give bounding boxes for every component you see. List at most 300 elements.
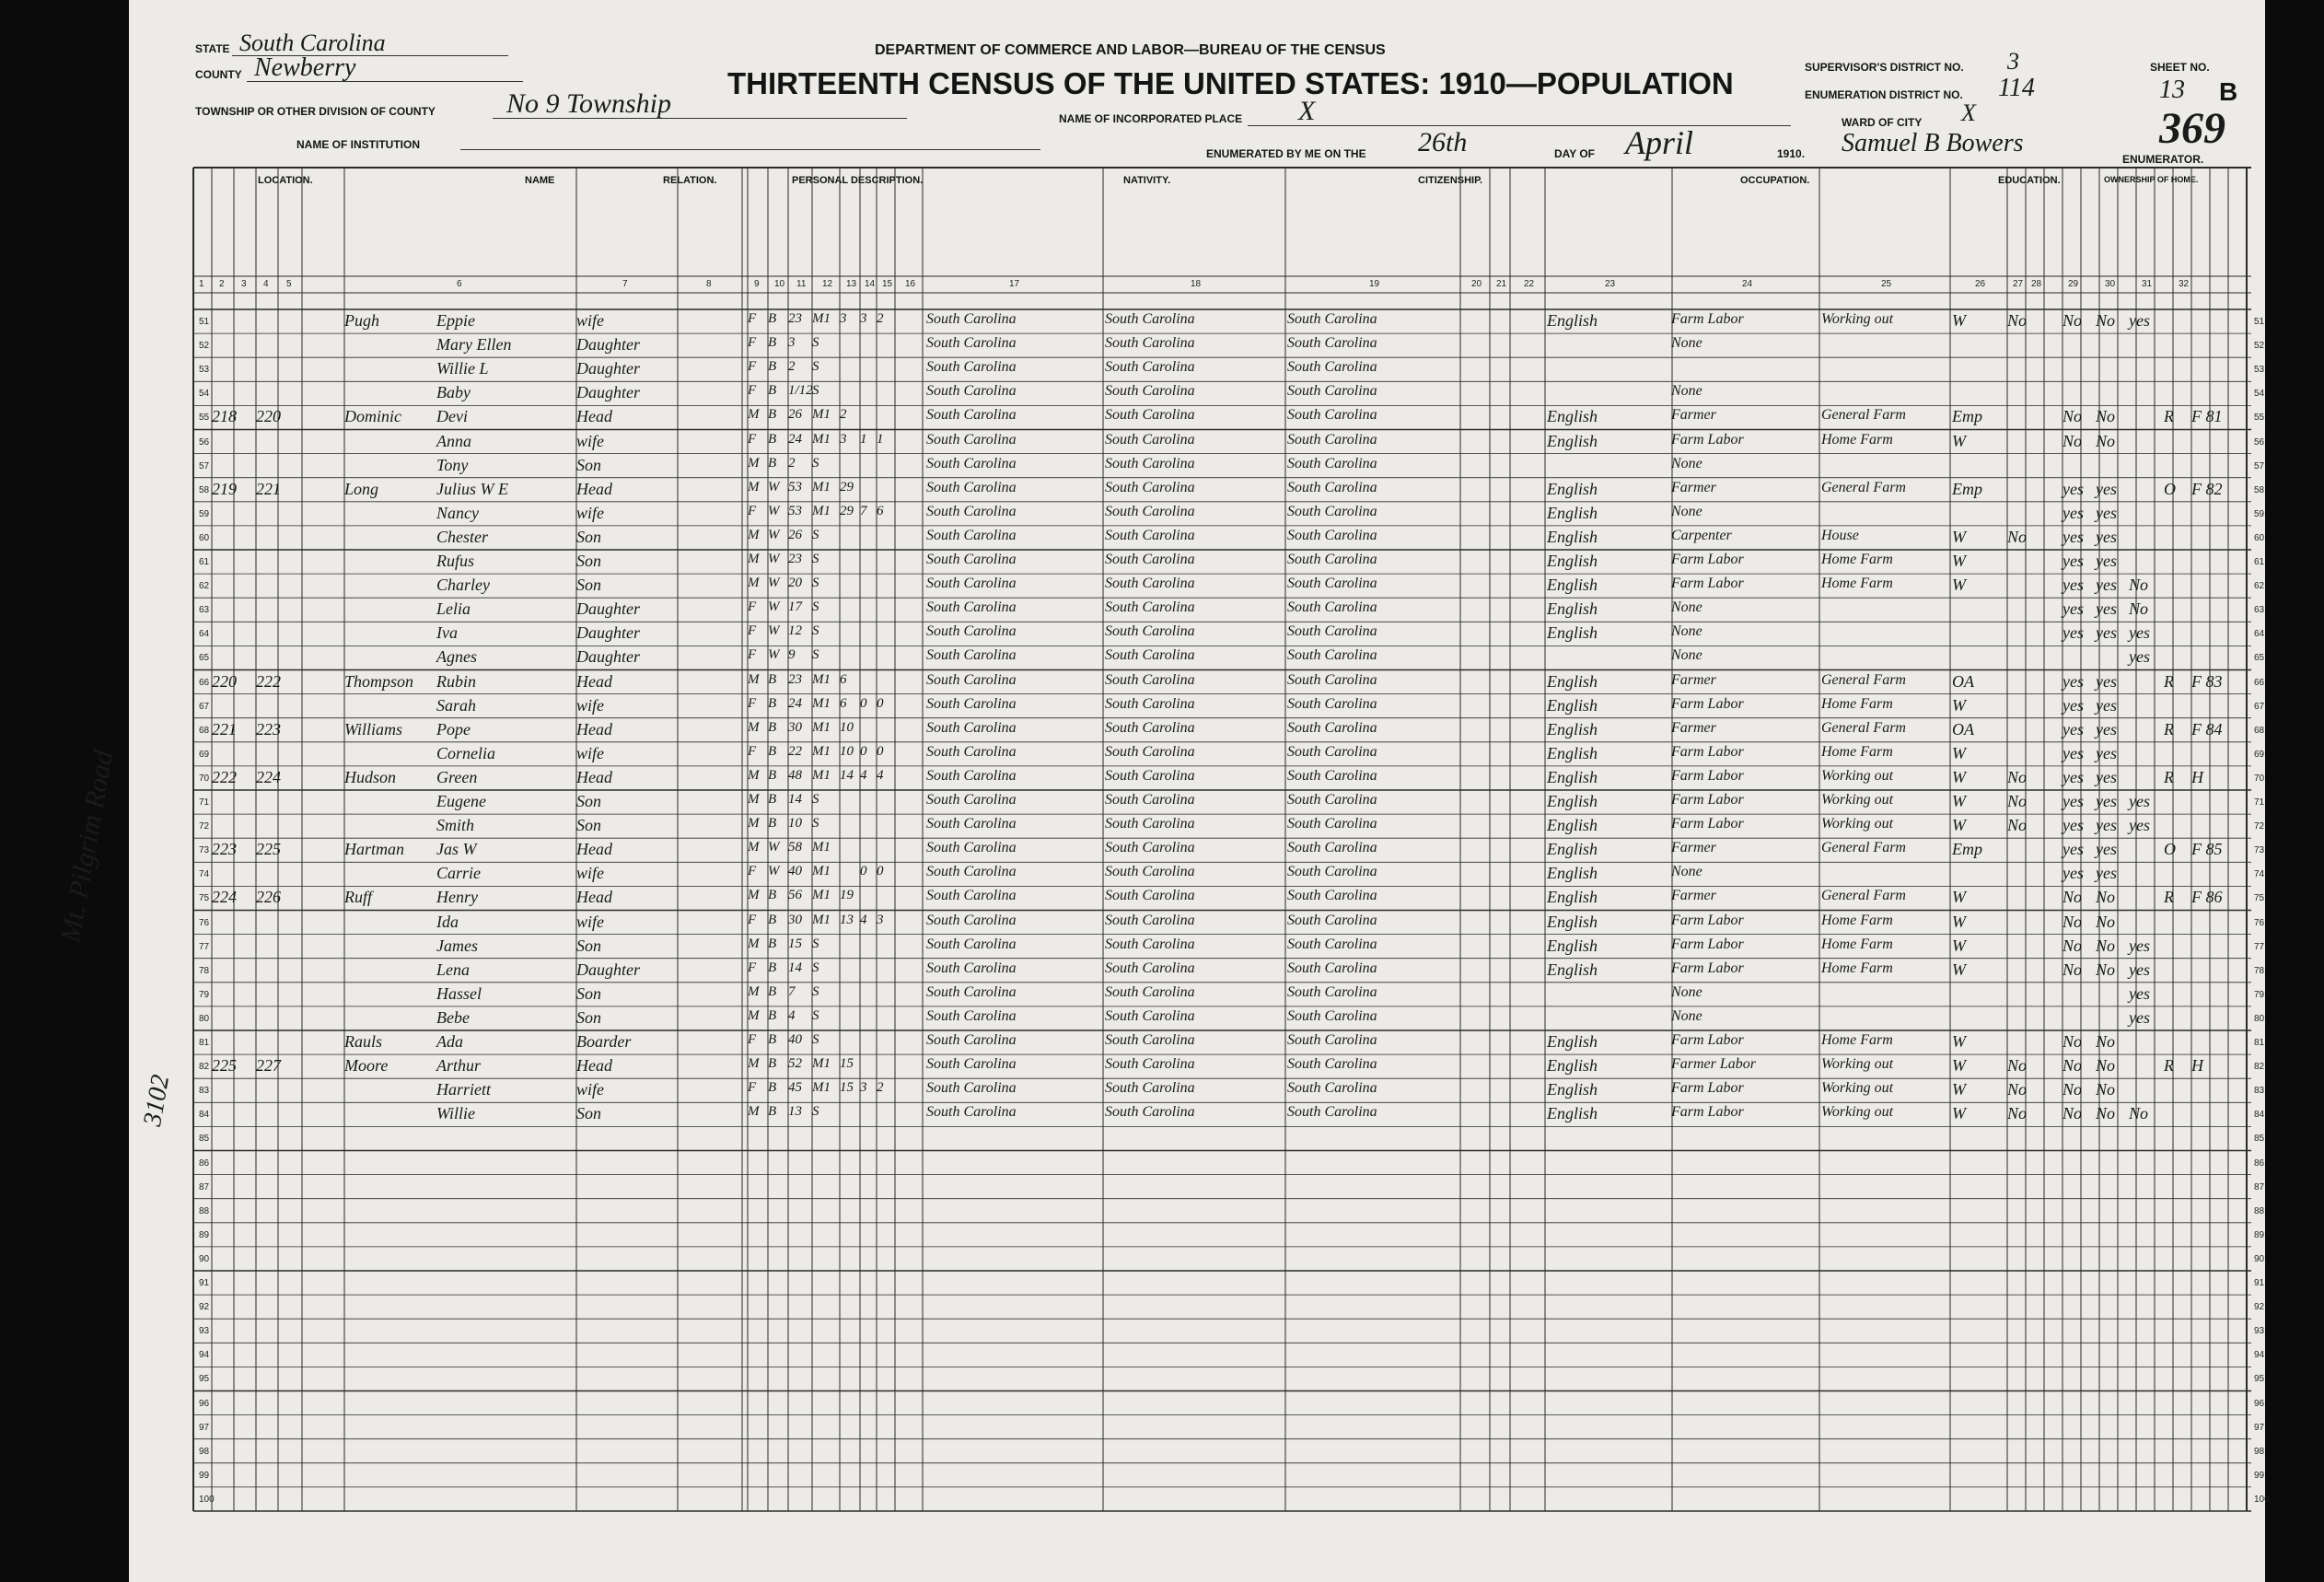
cell-birthplace: South Carolina bbox=[926, 671, 1017, 688]
cell-read: yes bbox=[2063, 503, 2084, 522]
cell-write: yes bbox=[2096, 864, 2117, 883]
cell-farm: F 86 bbox=[2191, 888, 2223, 907]
cell-mother-bp: South Carolina bbox=[1287, 599, 1377, 616]
supervisor-value: 3 bbox=[2007, 48, 2019, 75]
cell-industry: Home Farm bbox=[1821, 1032, 1893, 1048]
cell-children-born: 4 bbox=[860, 767, 867, 783]
cell-mother-bp: South Carolina bbox=[1287, 431, 1377, 448]
line-number: 83 bbox=[199, 1086, 210, 1097]
cell-marital: M1 bbox=[812, 671, 831, 687]
group-education: EDUCATION. bbox=[1998, 175, 2061, 186]
cell-birthplace: South Carolina bbox=[926, 503, 1017, 519]
column-number: 3 bbox=[241, 279, 247, 289]
line-number-right: 87 bbox=[2254, 1181, 2265, 1192]
cell-birthplace: South Carolina bbox=[926, 335, 1017, 352]
cell-employer: W bbox=[1952, 1032, 1966, 1051]
cell-sex: F bbox=[748, 431, 757, 447]
cell-race: B bbox=[768, 888, 777, 903]
cell-given: Iva bbox=[436, 623, 458, 643]
enum-day: 26th bbox=[1418, 127, 1468, 157]
cell-mother-bp: South Carolina bbox=[1287, 311, 1377, 327]
cell-sex: F bbox=[748, 647, 757, 663]
line-number-right: 54 bbox=[2254, 389, 2265, 400]
cell-write: No bbox=[2096, 888, 2116, 907]
cell-race: B bbox=[768, 1104, 777, 1120]
cell-relation: Head bbox=[576, 840, 612, 859]
line-number: 73 bbox=[199, 845, 210, 856]
cell-mother-bp: South Carolina bbox=[1287, 840, 1377, 856]
cell-relation: Head bbox=[576, 719, 612, 739]
cell-trade: Farmer bbox=[1671, 671, 1716, 688]
cell-industry: Home Farm bbox=[1821, 960, 1893, 976]
line-number-right: 76 bbox=[2254, 917, 2265, 928]
cell-read: yes bbox=[2063, 695, 2084, 715]
cell-school: yes bbox=[2129, 647, 2150, 667]
cell-sex: F bbox=[748, 1032, 757, 1047]
cell-race: W bbox=[768, 864, 780, 879]
cell-birthplace: South Carolina bbox=[926, 719, 1017, 736]
cell-read: yes bbox=[2063, 840, 2084, 859]
cell-birthplace: South Carolina bbox=[926, 864, 1017, 880]
cell-marital: M1 bbox=[812, 912, 831, 927]
cell-mother-bp: South Carolina bbox=[1287, 576, 1377, 592]
cell-relation: Son bbox=[576, 1104, 601, 1123]
line-number: 68 bbox=[199, 725, 210, 736]
line-number-right: 77 bbox=[2254, 941, 2265, 952]
cell-industry: Home Farm bbox=[1821, 695, 1893, 712]
cell-given: Tony bbox=[436, 455, 469, 474]
cell-language: English bbox=[1547, 792, 1598, 810]
cell-sex: M bbox=[748, 479, 760, 494]
line-number-right: 86 bbox=[2254, 1157, 2265, 1169]
cell-unemployed: No bbox=[2007, 1080, 2028, 1099]
cell-language: English bbox=[1547, 623, 1598, 643]
cell-birthplace: South Carolina bbox=[926, 407, 1017, 424]
cell-marital: M1 bbox=[812, 743, 831, 759]
cell-sex: M bbox=[748, 816, 760, 832]
cell-read: yes bbox=[2063, 623, 2084, 643]
cell-industry: Home Farm bbox=[1821, 936, 1893, 952]
cell-sex: F bbox=[748, 912, 757, 927]
cell-read: yes bbox=[2063, 576, 2084, 595]
cell-mother-bp: South Carolina bbox=[1287, 1032, 1377, 1048]
cell-age: 23 bbox=[788, 552, 802, 566]
cell-farm: H bbox=[2191, 1056, 2203, 1076]
cell-trade: Farm Labor bbox=[1671, 960, 1744, 976]
column-number: 19 bbox=[1369, 279, 1380, 289]
cell-race: W bbox=[768, 552, 780, 566]
cell-father-bp: South Carolina bbox=[1105, 840, 1195, 856]
cell-age: 24 bbox=[788, 431, 802, 447]
cell-given: Agnes bbox=[436, 647, 477, 667]
census-title: THIRTEENTH CENSUS OF THE UNITED STATES: 1910—POPULATION bbox=[727, 66, 1734, 100]
cell-birthplace: South Carolina bbox=[926, 1056, 1017, 1073]
cell-race: B bbox=[768, 455, 777, 471]
cell-birthplace: South Carolina bbox=[926, 767, 1017, 784]
line-number: 81 bbox=[199, 1038, 210, 1048]
cell-birthplace: South Carolina bbox=[926, 552, 1017, 567]
line-number-right: 80 bbox=[2254, 1013, 2265, 1024]
cell-relation: Son bbox=[576, 816, 601, 835]
cell-years-married: 6 bbox=[840, 671, 847, 687]
line-number-right: 81 bbox=[2254, 1038, 2265, 1048]
cell-read: No bbox=[2063, 960, 2083, 979]
cell-relation: Daughter bbox=[576, 359, 640, 378]
line-number: 66 bbox=[199, 677, 210, 688]
cell-mother-bp: South Carolina bbox=[1287, 1007, 1377, 1024]
cell-write: yes bbox=[2096, 527, 2117, 546]
cell-age: 14 bbox=[788, 792, 802, 807]
cell-father-bp: South Carolina bbox=[1105, 912, 1195, 928]
cell-language: English bbox=[1547, 599, 1598, 619]
cell-given: Harriett bbox=[436, 1080, 492, 1099]
cell-language: English bbox=[1547, 1080, 1598, 1099]
state-value: South Carolina bbox=[239, 29, 386, 56]
cell-language: English bbox=[1547, 1104, 1598, 1123]
cell-race: B bbox=[768, 695, 777, 711]
cell-race: B bbox=[768, 1080, 777, 1096]
cell-unemployed: No bbox=[2007, 767, 2028, 786]
cell-sex: M bbox=[748, 576, 760, 591]
cell-father-bp: South Carolina bbox=[1105, 455, 1195, 471]
cell-children-living: 2 bbox=[877, 311, 884, 326]
cell-marital: S bbox=[812, 599, 819, 615]
cell-children-living: 3 bbox=[877, 912, 884, 927]
line-number-right: 59 bbox=[2254, 508, 2265, 519]
cell-industry: General Farm bbox=[1821, 840, 1906, 856]
cell-sex: F bbox=[748, 359, 757, 375]
line-number-right: 67 bbox=[2254, 701, 2265, 712]
cell-read: No bbox=[2063, 431, 2083, 450]
cell-marital: S bbox=[812, 647, 819, 663]
line-number: 55 bbox=[199, 413, 210, 424]
cell-given: Lelia bbox=[436, 599, 471, 619]
group-nativity: NATIVITY. bbox=[1123, 175, 1171, 186]
cell-surname: Thompson bbox=[344, 671, 414, 691]
cell-father-bp: South Carolina bbox=[1105, 552, 1195, 567]
cell-marital: M1 bbox=[812, 767, 831, 783]
line-number: 59 bbox=[199, 508, 210, 519]
sheet-value: 13 bbox=[2159, 76, 2185, 104]
cell-relation: wife bbox=[576, 503, 604, 522]
cell-read: No bbox=[2063, 1032, 2083, 1051]
cell-marital: S bbox=[812, 552, 819, 566]
cell-father-bp: South Carolina bbox=[1105, 767, 1195, 784]
cell-owned: O bbox=[2164, 840, 2176, 859]
cell-language: English bbox=[1547, 671, 1598, 691]
cell-sex: M bbox=[748, 455, 760, 471]
cell-marital: M1 bbox=[812, 1080, 831, 1096]
line-number-right: 61 bbox=[2254, 557, 2265, 567]
cell-mother-bp: South Carolina bbox=[1287, 407, 1377, 424]
column-number: 14 bbox=[865, 279, 876, 289]
cell-trade: Farm Labor bbox=[1671, 767, 1744, 784]
cell-read: yes bbox=[2063, 767, 2084, 786]
cell-trade: None bbox=[1671, 864, 1702, 880]
cell-employer: W bbox=[1952, 936, 1966, 955]
cell-given: Eppie bbox=[436, 311, 475, 330]
cell-father-bp: South Carolina bbox=[1105, 335, 1195, 352]
cell-marital: M1 bbox=[812, 864, 831, 879]
line-number: 54 bbox=[199, 389, 210, 400]
enumeration-value: 114 bbox=[1998, 74, 2035, 102]
cell-mother-bp: South Carolina bbox=[1287, 552, 1377, 567]
line-number: 57 bbox=[199, 460, 210, 471]
group-relation: RELATION. bbox=[663, 175, 717, 186]
line-number: 94 bbox=[199, 1350, 210, 1361]
cell-employer: OA bbox=[1952, 671, 1974, 691]
line-number: 100 bbox=[199, 1494, 215, 1505]
cell-relation: Daughter bbox=[576, 383, 640, 402]
line-number: 80 bbox=[199, 1013, 210, 1024]
line-number-right: 66 bbox=[2254, 677, 2265, 688]
cell-marital: S bbox=[812, 983, 819, 999]
cell-relation: Daughter bbox=[576, 623, 640, 643]
stamped-number: 369 bbox=[2159, 104, 2225, 153]
cell-read: yes bbox=[2063, 527, 2084, 546]
cell-given: Baby bbox=[436, 383, 471, 402]
cell-mother-bp: South Carolina bbox=[1287, 383, 1377, 400]
cell-language: English bbox=[1547, 936, 1598, 955]
cell-read: yes bbox=[2063, 816, 2084, 835]
cell-given: Anna bbox=[436, 431, 471, 450]
cell-father-bp: South Carolina bbox=[1105, 407, 1195, 424]
cell-children-living: 1 bbox=[877, 431, 884, 447]
cell-race: B bbox=[768, 912, 777, 927]
cell-read: No bbox=[2063, 1080, 2083, 1099]
column-number: 4 bbox=[263, 279, 269, 289]
cell-employer: Emp bbox=[1952, 840, 1982, 859]
cell-children-born: 3 bbox=[860, 311, 867, 326]
cell-relation: wife bbox=[576, 743, 604, 762]
cell-industry: Working out bbox=[1821, 311, 1894, 327]
column-number: 1 bbox=[199, 279, 204, 289]
line-number-right: 64 bbox=[2254, 629, 2265, 640]
cell-age: 14 bbox=[788, 960, 802, 975]
cell-sex: M bbox=[748, 671, 760, 687]
enumerator-label: ENUMERATOR. bbox=[2122, 153, 2204, 166]
cell-race: B bbox=[768, 335, 777, 351]
cell-mother-bp: South Carolina bbox=[1287, 864, 1377, 880]
line-number: 70 bbox=[199, 773, 210, 784]
cell-race: W bbox=[768, 503, 780, 518]
cell-dwelling: 219 bbox=[212, 479, 237, 498]
cell-read: yes bbox=[2063, 479, 2084, 498]
line-number-right: 94 bbox=[2254, 1350, 2265, 1361]
cell-race: B bbox=[768, 960, 777, 975]
cell-age: 52 bbox=[788, 1056, 802, 1072]
cell-unemployed: No bbox=[2007, 792, 2028, 810]
cell-sex: F bbox=[748, 383, 757, 399]
cell-birthplace: South Carolina bbox=[926, 816, 1017, 832]
cell-industry: Home Farm bbox=[1821, 743, 1893, 760]
place-label: NAME OF INCORPORATED PLACE bbox=[1059, 112, 1243, 125]
column-number: 17 bbox=[1009, 279, 1020, 289]
group-personal: PERSONAL DESCRIPTION. bbox=[792, 175, 924, 186]
cell-relation: wife bbox=[576, 1080, 604, 1099]
cell-language: English bbox=[1547, 960, 1598, 979]
cell-family: 221 bbox=[256, 479, 281, 498]
cell-write: yes bbox=[2096, 792, 2117, 810]
punch-hole bbox=[2274, 1142, 2295, 1166]
cell-age: 15 bbox=[788, 936, 802, 951]
cell-given: Arthur bbox=[436, 1056, 482, 1076]
cell-write: yes bbox=[2096, 623, 2117, 643]
line-number-right: 82 bbox=[2254, 1062, 2265, 1073]
cell-mother-bp: South Carolina bbox=[1287, 479, 1377, 495]
cell-sex: F bbox=[748, 864, 757, 879]
line-number-right: 92 bbox=[2254, 1302, 2265, 1313]
cell-farm: F 81 bbox=[2191, 407, 2223, 426]
cell-language: English bbox=[1547, 816, 1598, 835]
cell-marital: M1 bbox=[812, 431, 831, 447]
cell-mother-bp: South Carolina bbox=[1287, 1080, 1377, 1097]
cell-children-living: 6 bbox=[877, 503, 884, 518]
cell-language: English bbox=[1547, 912, 1598, 931]
cell-write: No bbox=[2096, 1104, 2116, 1123]
cell-relation: Daughter bbox=[576, 960, 640, 979]
cell-trade: None bbox=[1671, 455, 1702, 471]
cell-school: yes bbox=[2129, 816, 2150, 835]
cell-mother-bp: South Carolina bbox=[1287, 983, 1377, 1000]
cell-relation: Son bbox=[576, 983, 601, 1003]
line-number-right: 63 bbox=[2254, 605, 2265, 616]
cell-father-bp: South Carolina bbox=[1105, 864, 1195, 880]
cell-school: No bbox=[2129, 576, 2149, 595]
cell-write: yes bbox=[2096, 599, 2117, 619]
cell-relation: Son bbox=[576, 552, 601, 570]
cell-given: Chester bbox=[436, 527, 488, 546]
cell-father-bp: South Carolina bbox=[1105, 311, 1195, 327]
cell-marital: S bbox=[812, 816, 819, 832]
cell-industry: Home Farm bbox=[1821, 576, 1893, 592]
cell-given: Pope bbox=[436, 719, 471, 739]
cell-marital: S bbox=[812, 936, 819, 951]
cell-sex: M bbox=[748, 767, 760, 783]
group-location: LOCATION. bbox=[258, 175, 313, 186]
cell-race: W bbox=[768, 576, 780, 591]
cell-relation: Head bbox=[576, 671, 612, 691]
cell-relation: Head bbox=[576, 767, 612, 786]
cell-father-bp: South Carolina bbox=[1105, 695, 1195, 712]
cell-employer: W bbox=[1952, 1056, 1966, 1076]
cell-mother-bp: South Carolina bbox=[1287, 816, 1377, 832]
cell-surname: Rauls bbox=[344, 1032, 383, 1051]
cell-unemployed: No bbox=[2007, 527, 2028, 546]
column-number: 23 bbox=[1605, 279, 1616, 289]
cell-employer: W bbox=[1952, 1104, 1966, 1123]
cell-industry: General Farm bbox=[1821, 719, 1906, 736]
cell-marital: S bbox=[812, 527, 819, 542]
cell-birthplace: South Carolina bbox=[926, 1007, 1017, 1024]
cell-unemployed: No bbox=[2007, 1104, 2028, 1123]
cell-read: No bbox=[2063, 1056, 2083, 1076]
cell-industry: General Farm bbox=[1821, 888, 1906, 904]
cell-years-married: 10 bbox=[840, 743, 854, 759]
enum-month: April bbox=[1625, 124, 1694, 161]
cell-language: English bbox=[1547, 552, 1598, 570]
cell-sex: F bbox=[748, 695, 757, 711]
cell-age: 40 bbox=[788, 1032, 802, 1047]
cell-employer: W bbox=[1952, 527, 1966, 546]
column-number: 7 bbox=[622, 279, 628, 289]
cell-given: Nancy bbox=[436, 503, 479, 522]
cell-school: yes bbox=[2129, 1007, 2150, 1027]
column-number: 30 bbox=[2105, 279, 2116, 289]
punch-hole bbox=[2274, 810, 2300, 842]
cell-employer: W bbox=[1952, 792, 1966, 810]
cell-trade: Farmer Labor bbox=[1671, 1056, 1757, 1073]
line-number-right: 74 bbox=[2254, 869, 2265, 880]
cell-birthplace: South Carolina bbox=[926, 743, 1017, 760]
cell-sex: F bbox=[748, 311, 757, 326]
line-number: 82 bbox=[199, 1062, 210, 1073]
cell-mother-bp: South Carolina bbox=[1287, 960, 1377, 976]
cell-father-bp: South Carolina bbox=[1105, 527, 1195, 543]
cell-mother-bp: South Carolina bbox=[1287, 936, 1377, 952]
cell-mother-bp: South Carolina bbox=[1287, 912, 1377, 928]
cell-race: B bbox=[768, 719, 777, 735]
sheet-letter: B bbox=[2219, 77, 2238, 106]
cell-industry: House bbox=[1821, 527, 1859, 543]
cell-owned: R bbox=[2164, 719, 2174, 739]
cell-read: No bbox=[2063, 311, 2083, 330]
cell-mother-bp: South Carolina bbox=[1287, 695, 1377, 712]
cell-race: B bbox=[768, 359, 777, 375]
cell-farm: F 84 bbox=[2191, 719, 2223, 739]
cell-sex: F bbox=[748, 623, 757, 639]
cell-sex: M bbox=[748, 792, 760, 807]
line-number-right: 90 bbox=[2254, 1253, 2265, 1264]
department-line: DEPARTMENT OF COMMERCE AND LABOR—BUREAU OF THE CENSUS bbox=[875, 42, 1386, 58]
cell-birthplace: South Carolina bbox=[926, 527, 1017, 543]
cell-write: yes bbox=[2096, 816, 2117, 835]
line-number: 71 bbox=[199, 797, 210, 808]
line-number: 92 bbox=[199, 1302, 210, 1313]
line-number-right: 99 bbox=[2254, 1470, 2265, 1481]
line-number-right: 91 bbox=[2254, 1278, 2265, 1288]
cell-employer: OA bbox=[1952, 719, 1974, 739]
cell-write: yes bbox=[2096, 552, 2117, 570]
line-number: 58 bbox=[199, 484, 210, 495]
cell-father-bp: South Carolina bbox=[1105, 359, 1195, 376]
cell-birthplace: South Carolina bbox=[926, 431, 1017, 448]
line-number-right: 75 bbox=[2254, 893, 2265, 904]
column-number: 32 bbox=[2179, 279, 2190, 289]
cell-school: No bbox=[2129, 599, 2149, 619]
cell-years-married: 19 bbox=[840, 888, 854, 903]
cell-given: Lena bbox=[436, 960, 470, 979]
cell-surname: Dominic bbox=[344, 407, 401, 426]
line-number: 96 bbox=[199, 1398, 210, 1409]
line-number: 79 bbox=[199, 989, 210, 1000]
line-number-right: 79 bbox=[2254, 989, 2265, 1000]
column-number: 16 bbox=[905, 279, 916, 289]
line-number-right: 65 bbox=[2254, 653, 2265, 664]
column-number: 24 bbox=[1742, 279, 1753, 289]
line-number: 90 bbox=[199, 1253, 210, 1264]
cell-mother-bp: South Carolina bbox=[1287, 647, 1377, 664]
cell-read: No bbox=[2063, 936, 2083, 955]
cell-trade: Farm Labor bbox=[1671, 792, 1744, 808]
cell-birthplace: South Carolina bbox=[926, 647, 1017, 664]
cell-race: W bbox=[768, 840, 780, 855]
institution-label: NAME OF INSTITUTION bbox=[296, 138, 420, 151]
cell-race: B bbox=[768, 671, 777, 687]
cell-mother-bp: South Carolina bbox=[1287, 1056, 1377, 1073]
column-number: 13 bbox=[846, 279, 857, 289]
cell-age: 13 bbox=[788, 1104, 802, 1120]
